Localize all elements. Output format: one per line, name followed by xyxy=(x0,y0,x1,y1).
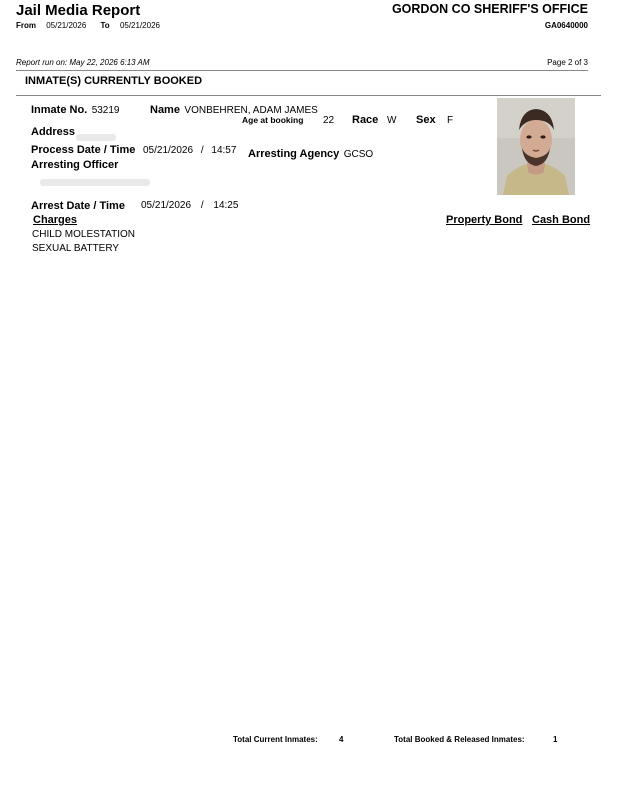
arresting-agency-value: GCSO xyxy=(343,149,374,160)
agency-code: GA0640000 xyxy=(544,21,588,30)
section-rule xyxy=(16,95,601,96)
age-value: 22 xyxy=(323,115,335,126)
arrest-label: Arrest Date / Time xyxy=(31,200,125,212)
race-value: W xyxy=(387,115,397,126)
arrest-datetime xyxy=(141,200,238,211)
report-title: Jail Media Report xyxy=(16,2,141,19)
booking-photo xyxy=(497,98,575,195)
to-label: To xyxy=(100,21,110,30)
charges-label: Charges xyxy=(33,214,78,226)
from-label: From xyxy=(16,21,36,30)
total-booked-value: 1 xyxy=(553,735,558,744)
cash-bond-label: Cash Bond xyxy=(532,214,591,226)
arresting-agency-label: Arresting Agency xyxy=(248,148,340,160)
name-label: Name xyxy=(150,104,180,116)
age-label: Age at booking xyxy=(242,115,304,125)
section-title: INMATE(S) CURRENTLY BOOKED xyxy=(25,75,203,87)
arresting-officer-label: Arresting Officer xyxy=(31,159,119,171)
arrest-sep: / xyxy=(200,200,204,211)
sex-label: Sex xyxy=(416,114,436,126)
inmate-no xyxy=(31,100,120,118)
name-value: VONBEHREN, ADAM JAMES xyxy=(184,105,318,116)
to-date: 05/21/2026 xyxy=(119,21,160,30)
date-range xyxy=(16,21,160,30)
total-current-value: 4 xyxy=(339,735,344,744)
process-datetime xyxy=(143,145,236,156)
process-sep: / xyxy=(200,145,204,156)
process-date: 05/21/2026 xyxy=(143,145,194,156)
charge-item: CHILD MOLESTATION xyxy=(32,229,135,240)
agency-name: GORDON CO SHERIFF'S OFFICE xyxy=(391,2,588,16)
inmate-no-value: 53219 xyxy=(91,105,120,116)
booking-photo-image xyxy=(497,98,575,195)
arresting-agency xyxy=(248,144,373,162)
total-current-label: Total Current Inmates: xyxy=(233,735,318,744)
from-date: 05/21/2026 xyxy=(46,21,87,30)
report-run-on: Report run on: May 22, 2026 6:13 AM xyxy=(16,58,150,67)
inmate-no-label: Inmate No. xyxy=(31,104,88,116)
arrest-time: 14:25 xyxy=(213,200,239,211)
page-number: Page 2 of 3 xyxy=(547,58,588,67)
officer-redacted xyxy=(40,174,150,192)
arrest-date: 05/21/2026 xyxy=(141,200,192,211)
process-label: Process Date / Time xyxy=(31,144,136,156)
race-label: Race xyxy=(352,114,379,126)
charge-item: SEXUAL BATTERY xyxy=(32,243,120,254)
property-bond-label: Property Bond xyxy=(446,214,523,226)
header-rule xyxy=(16,70,588,71)
sex-value: F xyxy=(447,115,454,126)
total-booked-label: Total Booked & Released Inmates: xyxy=(394,735,525,744)
process-time: 14:57 xyxy=(211,145,237,156)
address-label: Address xyxy=(31,126,76,138)
